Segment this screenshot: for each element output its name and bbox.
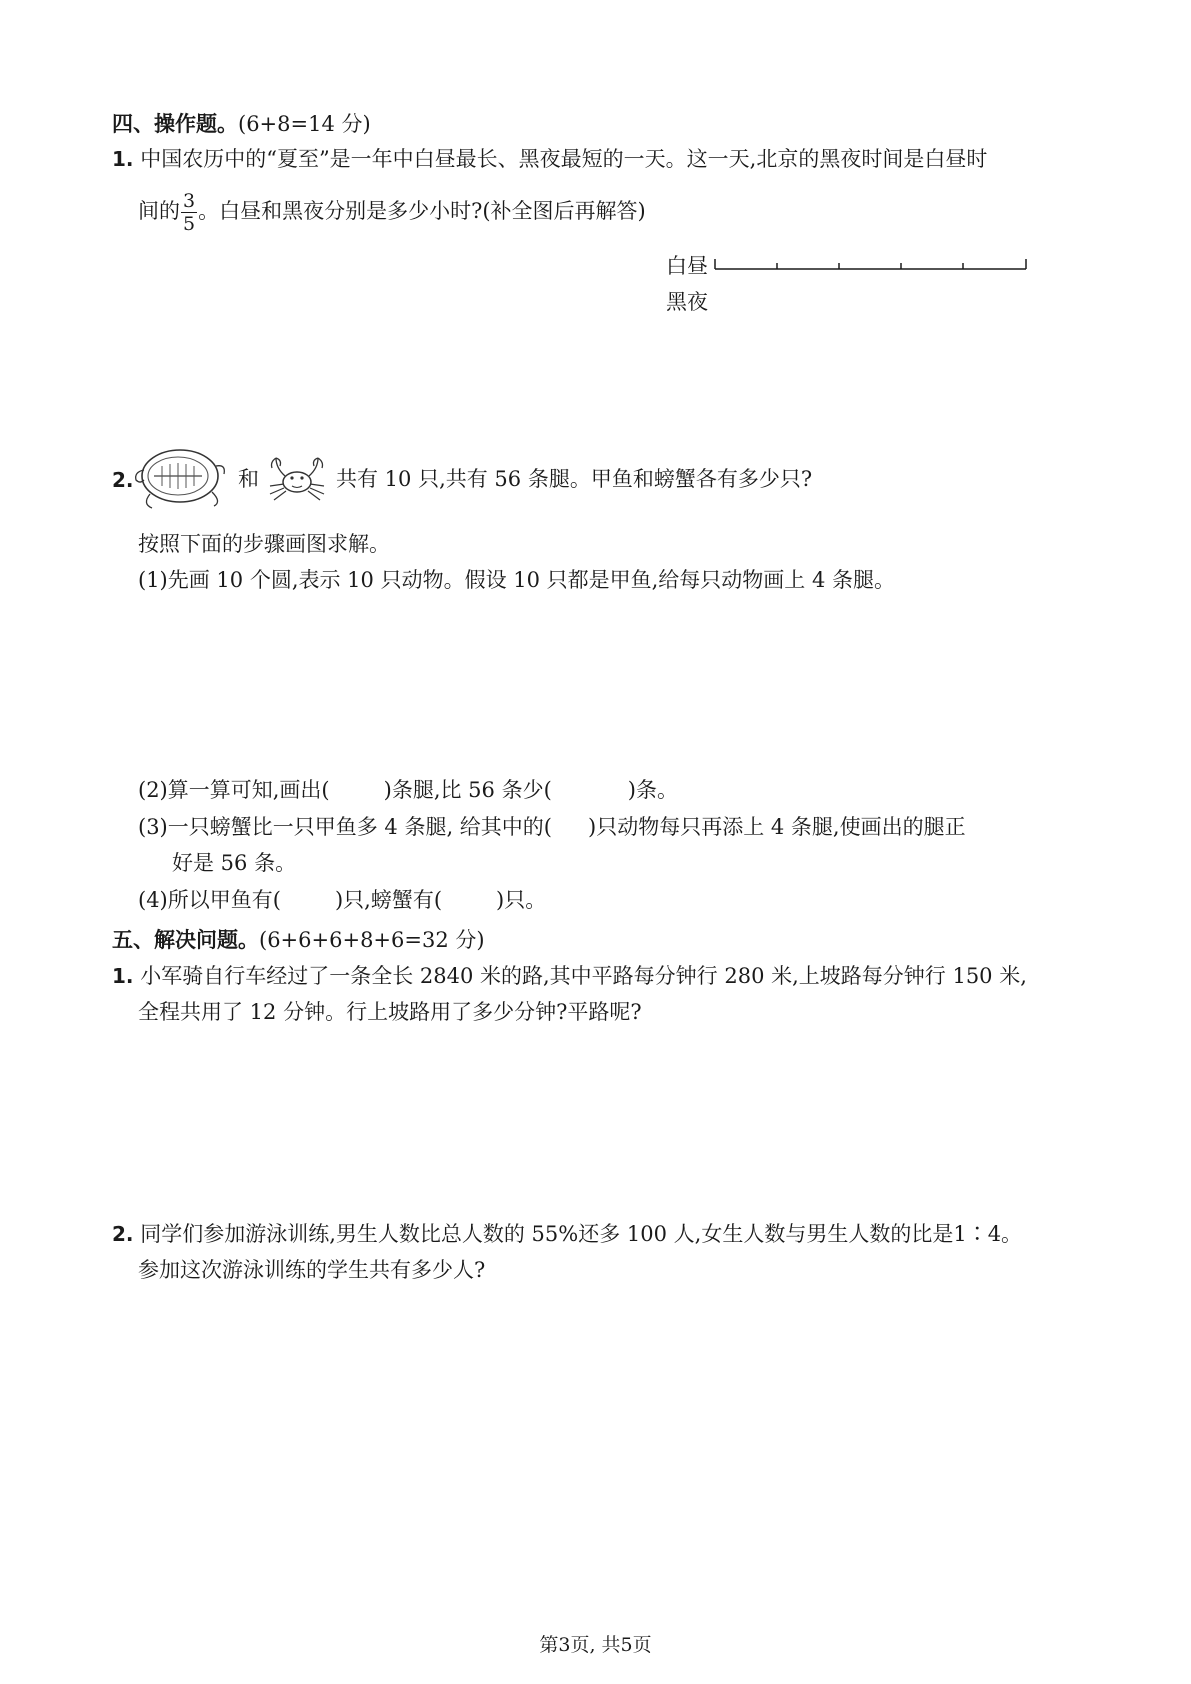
turtle-icon <box>132 436 228 514</box>
step2-part-b: )条腿,比 56 条少( <box>383 778 552 802</box>
step2-part-a: (2)算一算可知,画出( <box>138 778 330 802</box>
fraction-denominator: 5 <box>183 213 196 235</box>
section-5-heading <box>112 924 485 954</box>
fraction-numerator: 3 <box>183 190 196 212</box>
s5-q1-number: 1. <box>112 964 134 988</box>
section-4-heading <box>112 108 371 138</box>
crab-icon <box>264 450 330 506</box>
section-4-title: 四、操作题。 <box>112 112 238 136</box>
step3-part-a: (3)一只螃蟹比一只甲鱼多 4 条腿, 给其中的( <box>138 815 552 839</box>
step4-part-a: (4)所以甲鱼有( <box>138 888 281 912</box>
day-segment-diagram <box>710 255 1030 275</box>
section-5-points: (6+6+6+8+6=32 分) <box>259 928 485 952</box>
page-footer: 第3页, 共5页 <box>539 1634 652 1656</box>
s5-q2-number: 2. <box>112 1222 134 1246</box>
fraction <box>181 190 197 235</box>
s4-q2-step4 <box>138 886 546 914</box>
s5-q1-line1 <box>112 962 1027 990</box>
step3-part-b: )只动物每只再添上 4 条腿,使画出的腿正 <box>588 815 966 839</box>
s4-q1-text-1: 中国农历中的“夏至”是一年中白昼最长、黑夜最短的一天。这一天,北京的黑夜时间是白昼时 <box>140 147 988 171</box>
section-5-title: 五、解决问题。 <box>112 928 259 952</box>
s5-q2-line1 <box>112 1220 1022 1248</box>
label-night: 黑夜 <box>666 290 708 314</box>
s4-q1-text-2a: 间的 <box>138 199 180 223</box>
s5-q2-text-1: 同学们参加游泳训练,男生人数比总人数的 55%还多 100 人,女生人数与男生人数的比是1∶4。 <box>140 1222 1023 1246</box>
s4-q2-number: 2. <box>112 468 134 492</box>
s4-q1-line2 <box>138 184 646 238</box>
s5-q2-text-2: 参加这次游泳训练的学生共有多少人? <box>138 1258 486 1282</box>
s5-q1-text-2: 全程共用了 12 分钟。行上坡路用了多少分钟?平路呢? <box>138 1000 642 1024</box>
step4-part-c: )只。 <box>496 888 547 912</box>
section-4-points: (6+8=14 分) <box>238 112 371 136</box>
s4-q2-intro: 按照下面的步骤画图求解。 <box>138 532 390 556</box>
step4-part-b: )只,螃蟹有( <box>334 888 443 912</box>
s5-q1-text-1: 小军骑自行车经过了一条全长 2840 米的路,其中平路每分钟行 280 米,上坡路每分钟行 150 米, <box>140 964 1027 988</box>
s4-q1-text-2b: 。白昼和黑夜分别是多少小时?(补全图后再解答) <box>198 199 646 223</box>
step2-part-c: )条。 <box>627 778 678 802</box>
s4-q2-text-1: 共有 10 只,共有 56 条腿。甲鱼和螃蟹各有多少只? <box>336 467 813 491</box>
s4-q2-and: 和 <box>238 467 259 491</box>
s4-q2-step2 <box>138 776 678 804</box>
s4-q2-step3 <box>138 813 966 841</box>
s4-q2-step3-cont: 好是 56 条。 <box>172 851 297 875</box>
s4-q1-line1 <box>112 145 987 173</box>
label-day: 白昼 <box>666 254 708 278</box>
s4-q2-step1: (1)先画 10 个圆,表示 10 只动物。假设 10 只都是甲鱼,给每只动物画上 4 条腿。 <box>138 568 896 592</box>
s4-q1-number: 1. <box>112 147 134 171</box>
